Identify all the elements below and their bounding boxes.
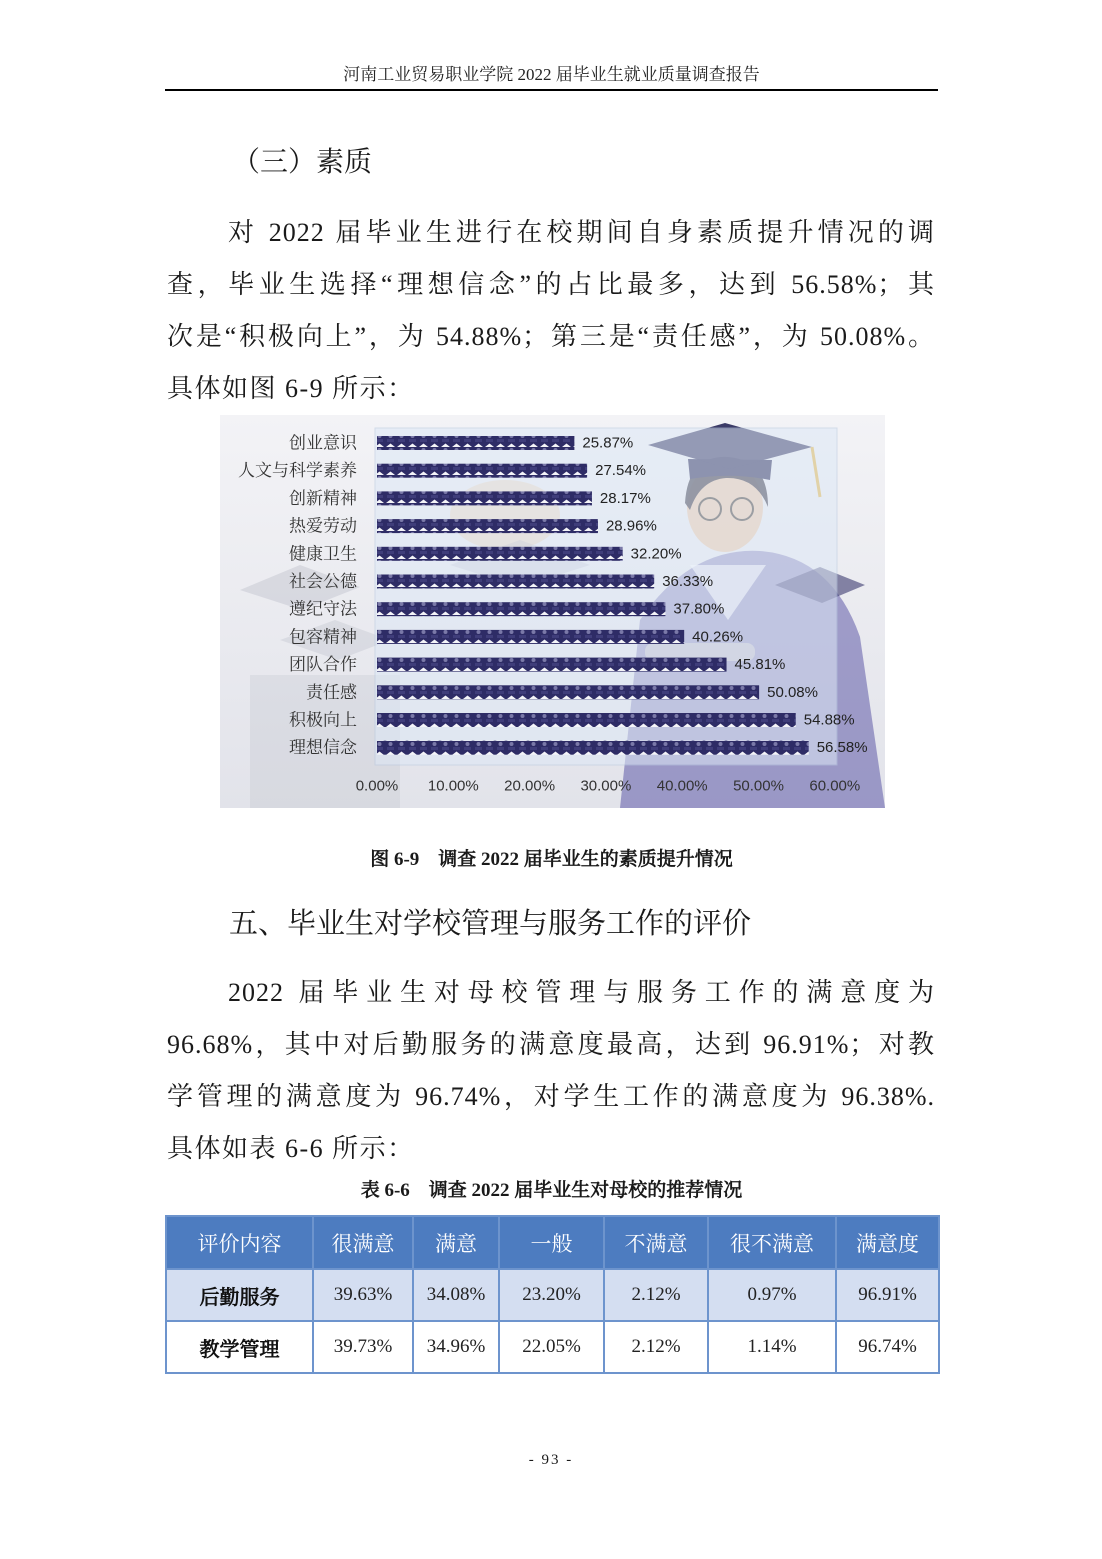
table-row [166,1321,939,1373]
paragraph-line: 2022 届毕业生对母校管理与服务工作的满意度为 [228,978,935,1007]
data-label: 32.20% [630,545,682,563]
section-title-quality: （三）素质 [232,147,373,178]
category-label: 热爱劳动 [289,516,357,536]
quality-bar-chart [220,415,885,808]
bar [377,491,592,505]
category-label: 积极向上 [289,710,357,730]
satisfaction-table [165,1215,940,1374]
tick-label: 60.00% [809,777,861,795]
category-label: 创新精神 [289,488,357,508]
bar [377,658,727,672]
paragraph-quality [167,207,935,415]
table-cell: 96.91% [836,1269,939,1321]
bar [377,464,587,478]
table-cell: 22.05% [499,1321,604,1373]
category-label: 遵纪守法 [289,599,357,619]
category-label: 责任感 [306,682,357,702]
tick-label: 30.00% [580,777,632,795]
column-header: 一般 [499,1216,604,1269]
tick-label: 10.00% [427,777,479,795]
category-label: 健康卫生 [289,544,357,564]
table-cell: 2.12% [604,1269,708,1321]
category-label: 社会公德 [289,572,357,591]
data-label: 54.88% [803,711,855,729]
table-cell: 96.74% [836,1321,939,1373]
category-label: 人文与科学素养 [238,461,357,481]
table-cell: 39.73% [313,1321,413,1373]
data-label: 25.87% [582,434,634,452]
bar [377,436,574,450]
bar [377,630,684,644]
data-label: 40.26% [692,628,744,646]
tick-label: 40.00% [656,777,708,795]
bar [377,575,654,589]
row-header: 后勤服务 [166,1269,313,1321]
paragraph-line: 对 2022 届毕业生进行在校期间自身素质提升情况的调 [228,218,935,247]
column-header: 很满意 [313,1216,413,1269]
bar [377,685,759,699]
row-header: 教学管理 [166,1321,313,1373]
data-label: 50.08% [767,683,818,701]
column-header: 满意度 [836,1216,939,1269]
paragraph-line: 96.68%，其中对后勤服务的满意度最高，达到 96.91%；对教 [167,1030,935,1059]
category-label: 理想信念 [289,738,357,758]
paragraph-line: 次是“积极向上”，为 54.88%；第三是“责任感”，为 50.08%。 [167,322,935,351]
tick-label: 0.00% [355,777,399,795]
data-label: 27.54% [595,462,647,480]
bar [377,547,623,561]
column-header: 很不满意 [708,1216,836,1269]
bar [377,713,796,727]
data-label: 45.81% [734,656,786,674]
column-header: 评价内容 [166,1216,313,1269]
running-header: 河南工业贸易职业学院 2022 届毕业生就业质量调查报告 [343,65,760,84]
page-number: - 93 - [528,1452,574,1468]
table-cell: 1.14% [708,1321,836,1373]
tick-label: 50.00% [733,777,784,795]
bar [377,602,665,616]
category-label: 包容精神 [289,627,357,647]
table-row [166,1269,939,1321]
table-cell: 2.12% [604,1321,708,1373]
column-header: 满意 [413,1216,499,1269]
data-label: 36.33% [662,573,714,590]
bar [377,519,598,533]
data-label: 28.96% [605,517,657,535]
table-caption: 表 6-6 调查 2022 届毕业生对母校的推荐情况 [360,1180,743,1201]
data-label: 56.58% [816,739,868,757]
table-cell: 39.63% [313,1269,413,1321]
paragraph-line: 学管理的满意度为 96.74%，对学生工作的满意度为 96.38%. [167,1082,935,1111]
data-label: 37.80% [673,600,725,618]
table-cell: 34.96% [413,1321,499,1373]
paragraph-line: 具体如图 6-9 所示： [167,374,415,403]
table-cell: 23.20% [499,1269,604,1321]
table-cell: 0.97% [708,1269,836,1321]
figure-caption: 图 6-9 调查 2022 届毕业生的素质提升情况 [370,849,733,870]
category-label: 团队合作 [289,655,357,675]
paragraph-line: 查，毕业生选择“理想信念”的占比最多，达到 56.58%；其 [167,270,935,299]
category-label: 创业意识 [289,433,357,453]
table-header-row [166,1216,939,1269]
tick-label: 20.00% [504,777,556,795]
bar [377,741,809,755]
paragraph-line: 具体如表 6-6 所示： [167,1134,415,1163]
data-label: 28.17% [599,489,651,507]
header-rule [165,89,938,91]
section-title-evaluation: 五、毕业生对学校管理与服务工作的评价 [229,908,752,940]
table-cell: 34.08% [413,1269,499,1321]
column-header: 不满意 [604,1216,708,1269]
paragraph-evaluation [167,967,935,1175]
